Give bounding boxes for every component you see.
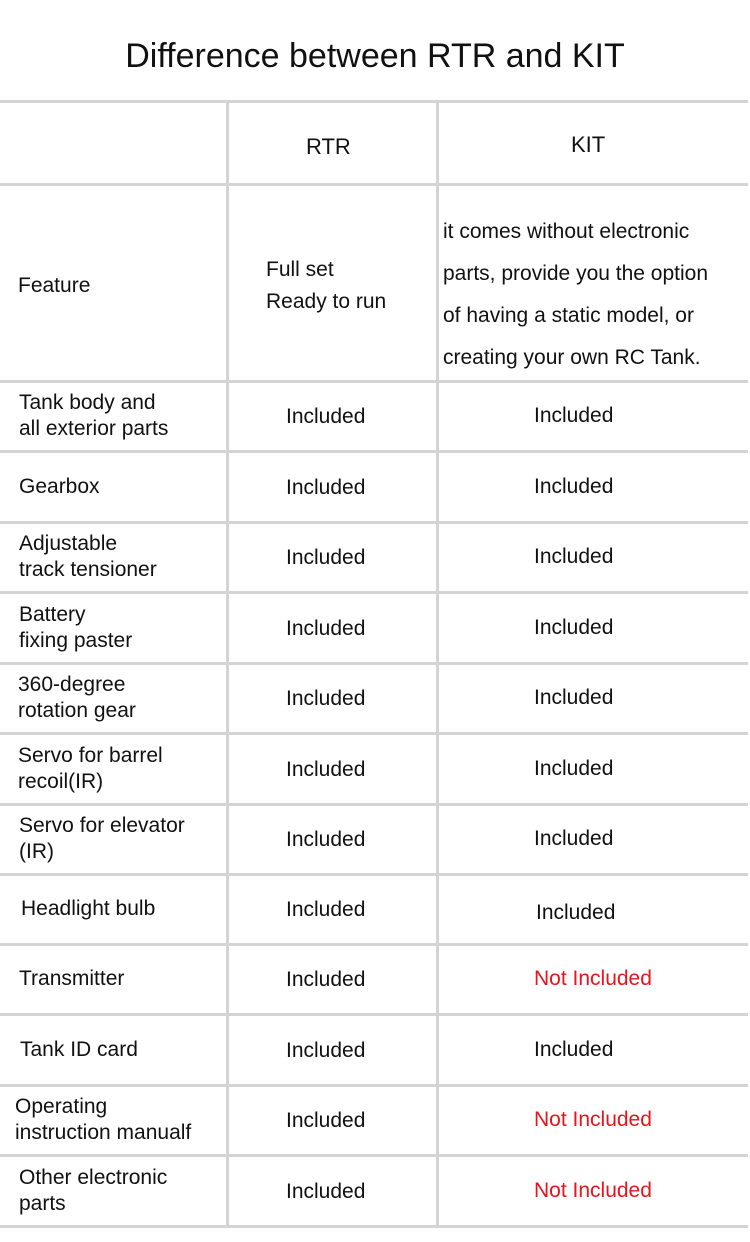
feature-label-line: Servo for elevator [19,814,185,837]
feature-cell [19,390,168,442]
feature-label-line: Adjustable [19,532,118,555]
kit-status: Included [536,901,616,924]
row-divider [0,183,748,186]
row-divider [0,450,748,453]
row-divider [0,943,748,946]
feature-rtr-line: Ready to run [266,290,387,313]
kit-status: Included [534,615,614,639]
feature-kit-line: creating your own RC Tank. [443,346,701,369]
feature-cell [19,531,157,583]
feature-label-line: Other electronic [19,1165,168,1189]
row-divider [0,100,748,103]
row-divider [0,873,748,876]
feature-cell [18,743,163,795]
feature-label-line: track tensioner [19,558,157,581]
feature-label-line: instruction manualf [15,1121,192,1144]
feature-label-line: Servo for barrel [18,743,163,767]
feature-label-line: Tank ID card [20,1037,138,1061]
feature-label-line: rotation gear [18,699,136,722]
feature-label-line: 360-degree [18,673,126,696]
feature-cell [19,602,132,654]
column-divider [226,100,229,1225]
rtr-status: Included [286,1038,366,1062]
feature-label-line: Tank body and [19,391,156,414]
feature-label-line: (IR) [19,840,54,863]
page-title: Difference between RTR and KIT [125,37,625,75]
kit-status-not-included: Not Included [534,1108,652,1131]
row-divider [0,1013,748,1016]
rtr-status: Included [286,475,366,499]
feature-label-line: parts [19,1191,66,1215]
row-divider [0,662,748,665]
feature-label-line: Operating [15,1095,108,1118]
kit-status-not-included: Not Included [534,967,652,990]
kit-status-not-included: Not Included [534,1178,652,1202]
header-kit: KIT [571,132,606,157]
rtr-status: Included [286,828,366,851]
rtr-status: Included [286,968,366,991]
kit-status: Included [534,1037,614,1061]
feature-rtr-line: Full set [266,258,334,281]
row-divider [0,1084,748,1087]
feature-cell [19,474,100,500]
kit-status: Included [534,827,614,850]
feature-label-line: fixing paster [19,628,133,652]
feature-cell [20,1037,138,1063]
row-divider [0,1154,748,1157]
kit-status: Included [534,474,614,498]
feature-label-line: Transmitter [19,967,125,990]
feature-cell [19,813,185,865]
header-rtr: RTR [306,134,351,159]
feature-label-line: Battery [19,602,86,626]
rtr-status: Included [286,546,366,569]
row-divider [0,732,748,735]
feature-label-line: all exterior parts [19,417,169,440]
row-divider [0,521,748,524]
kit-status: Included [534,686,614,709]
feature-kit-line: it comes without electronic [443,220,690,243]
feature-row-label: Feature [18,274,91,297]
feature-cell [18,672,136,724]
feature-cell [15,1094,191,1146]
row-divider [0,1225,748,1228]
feature-row-kit [443,211,708,379]
feature-label-line: Gearbox [19,474,100,498]
feature-cell [21,896,155,922]
rtr-status: Included [286,616,366,640]
feature-label-line: recoil(IR) [18,769,104,793]
kit-status: Included [534,404,614,427]
kit-status: Included [534,545,614,568]
feature-kit-line: parts, provide you the option [443,262,709,285]
kit-status: Included [534,756,614,780]
rtr-status: Included [286,687,366,710]
rtr-status: Included [286,1179,366,1203]
row-divider [0,803,748,806]
feature-label-line: Headlight bulb [21,897,156,920]
rtr-status: Included [286,1109,366,1132]
row-divider [0,591,748,594]
feature-cell [19,1165,167,1217]
column-divider [436,100,439,1225]
row-divider [0,380,748,383]
rtr-status: Included [286,405,366,428]
feature-row-rtr [266,254,386,318]
rtr-status: Included [286,898,366,921]
feature-kit-line: of having a static model, or [443,304,694,327]
rtr-status: Included [286,757,366,781]
feature-cell [19,966,124,992]
